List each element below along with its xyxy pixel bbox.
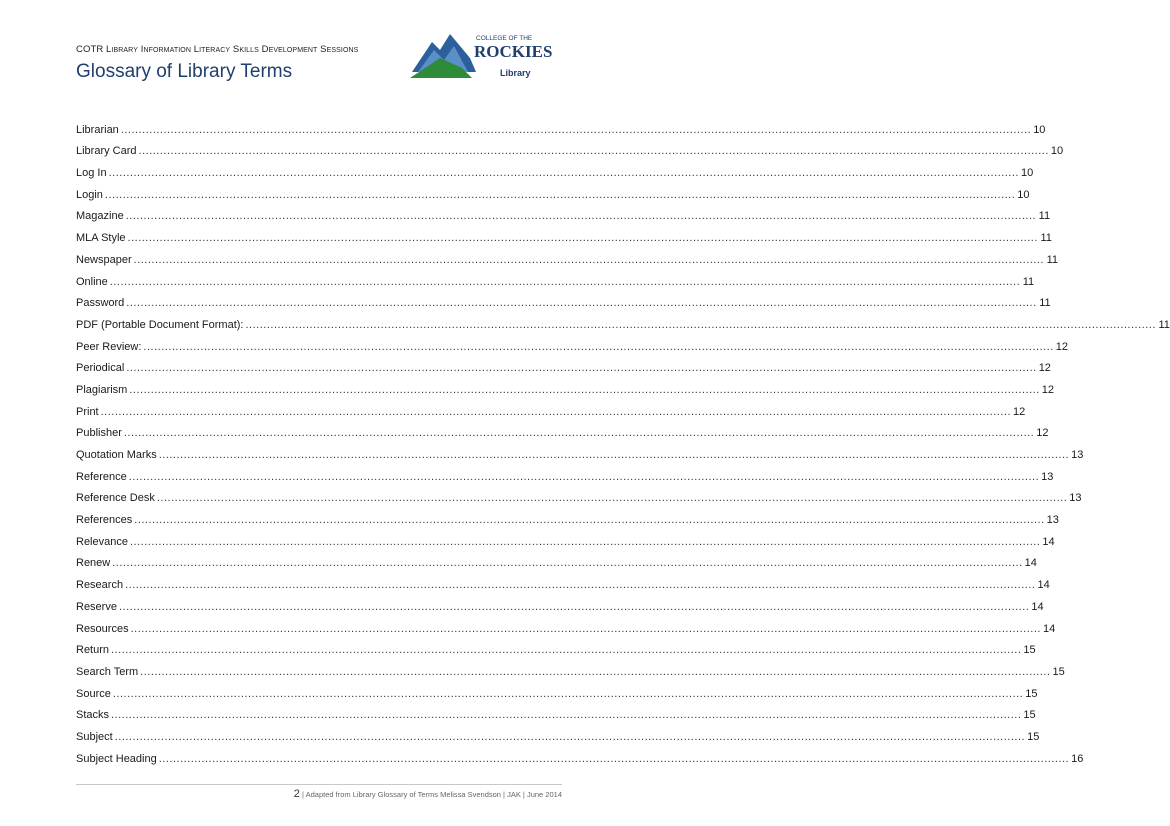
toc-dot-leader xyxy=(130,536,1040,549)
toc-dot-leader xyxy=(111,644,1021,657)
college-logo xyxy=(410,28,553,84)
toc-entry[interactable] xyxy=(76,375,1054,397)
toc-term: Plagiarism xyxy=(76,383,128,396)
toc-page-number: 14 xyxy=(1024,557,1037,570)
toc-term: Password xyxy=(76,297,125,310)
toc-page-number: 13 xyxy=(1071,449,1084,461)
toc-entry[interactable] xyxy=(76,419,1049,441)
toc-term: Periodical xyxy=(76,362,125,375)
toc-page-number: 15 xyxy=(1025,687,1038,700)
toc-dot-leader xyxy=(159,753,1069,766)
toc-entry[interactable] xyxy=(76,223,1052,245)
toc-page-number: 15 xyxy=(1027,730,1040,743)
toc-term: Relevance xyxy=(76,535,128,548)
toc-page-number: 10 xyxy=(1033,123,1046,136)
toc-entry[interactable] xyxy=(76,527,1055,549)
toc-dot-leader xyxy=(105,189,1015,202)
toc-term: PDF (Portable Document Format): xyxy=(76,318,244,331)
toc-term: Library Card xyxy=(76,145,137,158)
toc-entry[interactable] xyxy=(76,701,1036,723)
toc-term: Online xyxy=(76,275,108,288)
toc-entry[interactable] xyxy=(76,484,1082,506)
toc-dot-leader xyxy=(134,254,1044,267)
toc-dot-leader xyxy=(131,623,1041,636)
toc-entry[interactable] xyxy=(76,245,1059,267)
toc-dot-leader xyxy=(119,601,1029,614)
toc-dot-leader xyxy=(129,384,1039,397)
toc-page-number: 12 xyxy=(1013,405,1026,418)
toc-term: Print xyxy=(76,405,99,418)
table-of-contents xyxy=(76,115,1170,766)
toc-term: Research xyxy=(76,579,124,592)
toc-dot-leader xyxy=(121,124,1031,137)
toc-dot-leader xyxy=(124,427,1034,440)
toc-term: Librarian xyxy=(76,123,119,136)
toc-dot-leader xyxy=(110,276,1020,289)
toc-entry[interactable] xyxy=(76,354,1051,376)
toc-entry[interactable] xyxy=(76,505,1059,527)
page-title: Glossary of Library Terms xyxy=(76,61,293,82)
toc-term: Reserve xyxy=(76,600,117,613)
toc-dot-leader xyxy=(128,232,1038,245)
toc-dot-leader xyxy=(134,514,1044,527)
toc-page-number: 13 xyxy=(1041,470,1054,483)
toc-term: Renew xyxy=(76,557,111,570)
toc-term: Log In xyxy=(76,167,107,180)
toc-page-number: 11 xyxy=(1046,253,1059,266)
toc-term: Subject Heading xyxy=(76,752,157,765)
toc-entry[interactable] xyxy=(76,158,1034,180)
toc-dot-leader xyxy=(126,362,1036,375)
toc-term: Stacks xyxy=(76,709,110,722)
toc-page-number: 12 xyxy=(1036,427,1049,440)
toc-term: Source xyxy=(76,687,111,700)
toc-entry[interactable] xyxy=(76,744,1084,766)
toc-dot-leader xyxy=(115,731,1025,744)
toc-dot-leader xyxy=(126,297,1036,310)
toc-term: Return xyxy=(76,644,110,657)
toc-page-number: 12 xyxy=(1055,340,1069,353)
toc-dot-leader xyxy=(109,167,1019,180)
toc-term: Login xyxy=(76,188,103,201)
logo-text-line3: Library xyxy=(500,68,531,78)
toc-page-number: 11 xyxy=(1022,275,1035,288)
toc-term: Search Term xyxy=(76,665,139,678)
toc-dot-leader xyxy=(113,688,1023,701)
toc-page-number: 14 xyxy=(1031,600,1044,613)
toc-page-number: 11 xyxy=(1158,318,1170,331)
toc-entry[interactable] xyxy=(76,202,1051,224)
toc-entry[interactable] xyxy=(76,592,1044,614)
toc-term: MLA Style xyxy=(76,232,126,245)
toc-term: Publisher xyxy=(76,427,122,440)
toc-dot-leader xyxy=(125,579,1035,592)
toc-page-number: 12 xyxy=(1041,383,1054,396)
toc-page-number: 13 xyxy=(1046,514,1059,527)
logo-text-line2: ROCKIES xyxy=(474,42,553,61)
toc-entry[interactable] xyxy=(76,462,1054,484)
toc-page-number: 11 xyxy=(1039,297,1051,310)
toc-dot-leader xyxy=(126,210,1036,223)
toc-page-number: 14 xyxy=(1042,535,1055,548)
toc-dot-leader xyxy=(101,406,1011,419)
toc-entry[interactable] xyxy=(76,267,1035,289)
toc-page-number: 16 xyxy=(1071,752,1084,765)
toc-page-number: 15 xyxy=(1023,709,1036,722)
toc-page-number: 14 xyxy=(1037,579,1050,592)
toc-entry[interactable] xyxy=(76,636,1036,658)
toc-dot-leader xyxy=(143,341,1053,354)
toc-entry[interactable] xyxy=(76,332,1069,354)
toc-page-number: 15 xyxy=(1023,644,1036,657)
footer-text: | Adapted from Library Glossary of Terms Melissa Svendson | JAK | June 2014 xyxy=(302,790,562,799)
toc-entry[interactable] xyxy=(76,397,1026,419)
toc-page-number: 10 xyxy=(1020,167,1034,180)
toc-entry[interactable] xyxy=(76,570,1050,592)
page-footer xyxy=(76,788,562,800)
toc-dot-leader xyxy=(159,449,1069,462)
toc-entry[interactable] xyxy=(76,614,1056,636)
toc-entry[interactable] xyxy=(76,657,1065,679)
toc-term: References xyxy=(76,514,133,527)
toc-entry[interactable] xyxy=(76,549,1037,571)
toc-entry[interactable] xyxy=(76,180,1030,202)
toc-page-number: 11 xyxy=(1038,210,1051,223)
toc-page-number: 10 xyxy=(1050,145,1064,158)
toc-page-number: 15 xyxy=(1052,665,1065,678)
toc-page-number: 12 xyxy=(1038,362,1051,375)
toc-dot-leader xyxy=(139,145,1049,158)
toc-entry[interactable] xyxy=(76,440,1084,462)
toc-entry[interactable] xyxy=(76,679,1038,701)
toc-term: Peer Review: xyxy=(76,340,142,353)
toc-dot-leader xyxy=(140,666,1050,679)
toc-page-number: 10 xyxy=(1017,188,1030,201)
footer-page-number: 2 xyxy=(293,788,300,800)
toc-entry[interactable] xyxy=(76,289,1051,311)
toc-dot-leader xyxy=(111,709,1021,722)
toc-entry[interactable] xyxy=(76,137,1064,159)
toc-dot-leader xyxy=(246,319,1156,332)
logo-text-line1: COLLEGE OF THE xyxy=(476,35,533,42)
footer-divider xyxy=(76,784,562,785)
toc-term: Subject xyxy=(76,730,113,743)
toc-term: Reference xyxy=(76,470,127,483)
toc-dot-leader xyxy=(129,471,1039,484)
series-title: COTR Library Information Literacy Skills Development Sessions xyxy=(76,44,359,55)
toc-term: Quotation Marks xyxy=(76,449,157,461)
toc-dot-leader xyxy=(157,492,1067,505)
toc-term: Magazine xyxy=(76,210,124,223)
toc-term: Newspaper xyxy=(76,253,132,266)
toc-page-number: 11 xyxy=(1040,232,1052,245)
toc-entry[interactable] xyxy=(76,115,1046,137)
toc-dot-leader xyxy=(112,557,1022,570)
toc-page-number: 13 xyxy=(1069,492,1082,505)
toc-entry[interactable] xyxy=(76,310,1170,332)
toc-term: Reference Desk xyxy=(76,492,155,505)
toc-entry[interactable] xyxy=(76,722,1040,744)
toc-page-number: 14 xyxy=(1042,622,1056,635)
toc-term: Resources xyxy=(76,622,129,635)
